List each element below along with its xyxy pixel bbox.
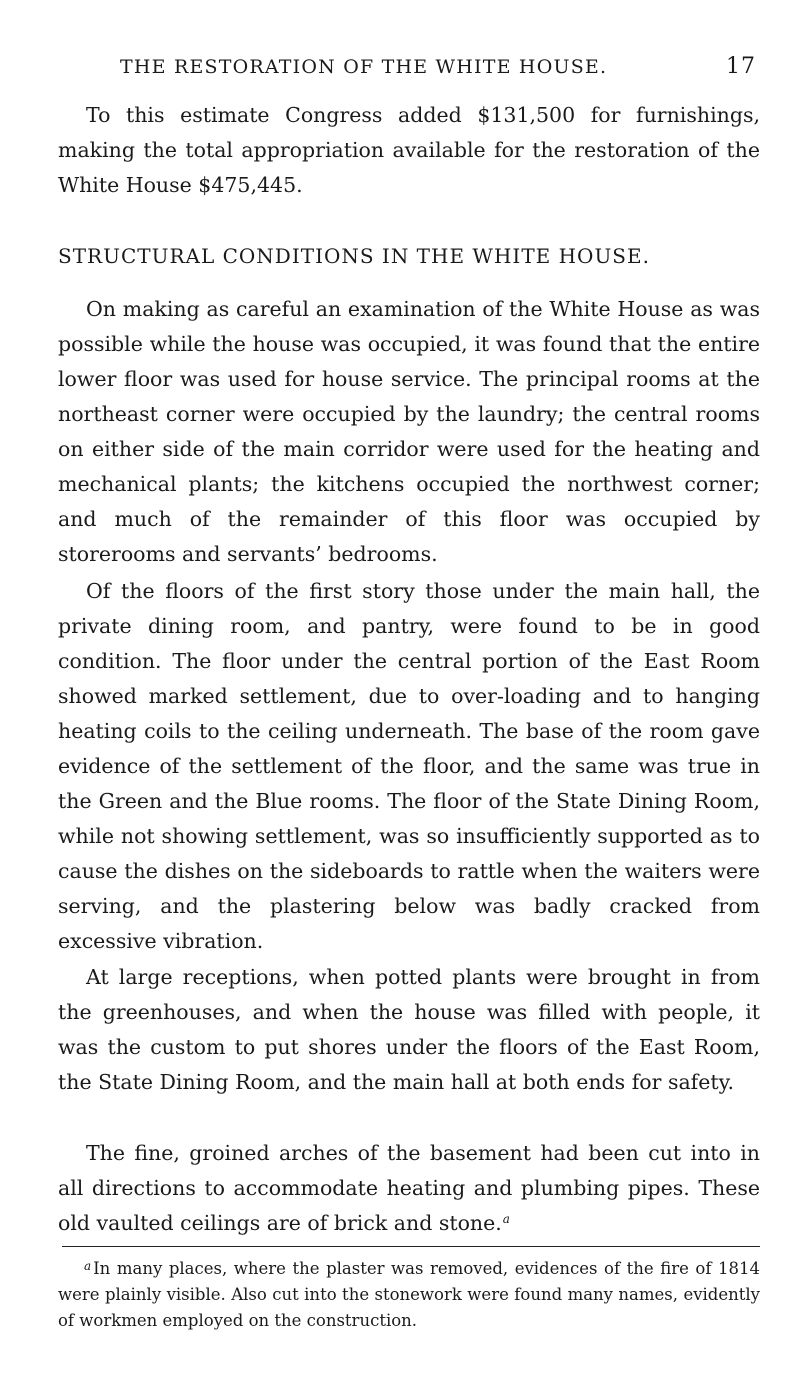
book-page (58, 0, 760, 1380)
footnote-reference: a (502, 1212, 510, 1226)
intro-paragraph: To this estimate Congress added $131,500 for furnishings, making the total appropriation available for the restoration of the White House $475,445. (58, 103, 760, 197)
footnote-text: In many places, where the plaster was removed, evidences of the fire of 1814 were plainly visible. Also cut into the stonework were found many names, evidently of workmen employed on the construction. (58, 1259, 760, 1330)
running-head (120, 52, 760, 82)
paragraph-groined-arches (58, 1136, 760, 1241)
paragraph-groined-arches-text: The fine, groined arches of the basement had been cut into in all directions to accommodate heating and plumbing pipes. These old vaulted ceilings are of brick and stone. (58, 1141, 760, 1235)
page-number: 17 (726, 54, 756, 79)
paragraph-lower-floor: On making as careful an examination of the White House as was possible while the house was occupied, it was found that the entire lower floor was used for house service. The principal rooms at the northeast corner were occupied by the laundry; the central rooms on either side of the main corridor were used for the heating and mechanical plants; the kitchens occupied the northwest corner; and much of the remainder of this floor was occupied by storerooms and servants’ bedrooms. (58, 297, 760, 566)
running-title: THE RESTORATION OF THE WHITE HOUSE. (120, 56, 608, 78)
section-heading: STRUCTURAL CONDITIONS IN THE WHITE HOUSE. (58, 244, 650, 268)
footnote-divider (62, 1246, 760, 1247)
footnote-marker: a (84, 1259, 92, 1273)
paragraph-receptions: At large receptions, when potted plants were brought in from the greenhouses, and when the house was filled with people, it was the custom to put shores under the floors of the East Room, the State Dining Room, and the main hall at both ends for safety. (58, 965, 760, 1094)
footnote (58, 1256, 760, 1334)
paragraph-first-story: Of the floors of the first story those under the main hall, the private dining room, and pantry, were found to be in good condition. The floor under the central portion of the East Room showed marked settlement, due to over-loading and to hanging heating coils to the ceiling underneath. The base of the room gave evidence of the settlement of the floor, and the same was true in the Green and the Blue rooms. The floor of the State Dining Room, while not showing settlement, was so insufficiently supported as to cause the dishes on the sideboards to rattle when the waiters were serving, and the plastering below was badly cracked from excessive vibration. (58, 579, 760, 953)
